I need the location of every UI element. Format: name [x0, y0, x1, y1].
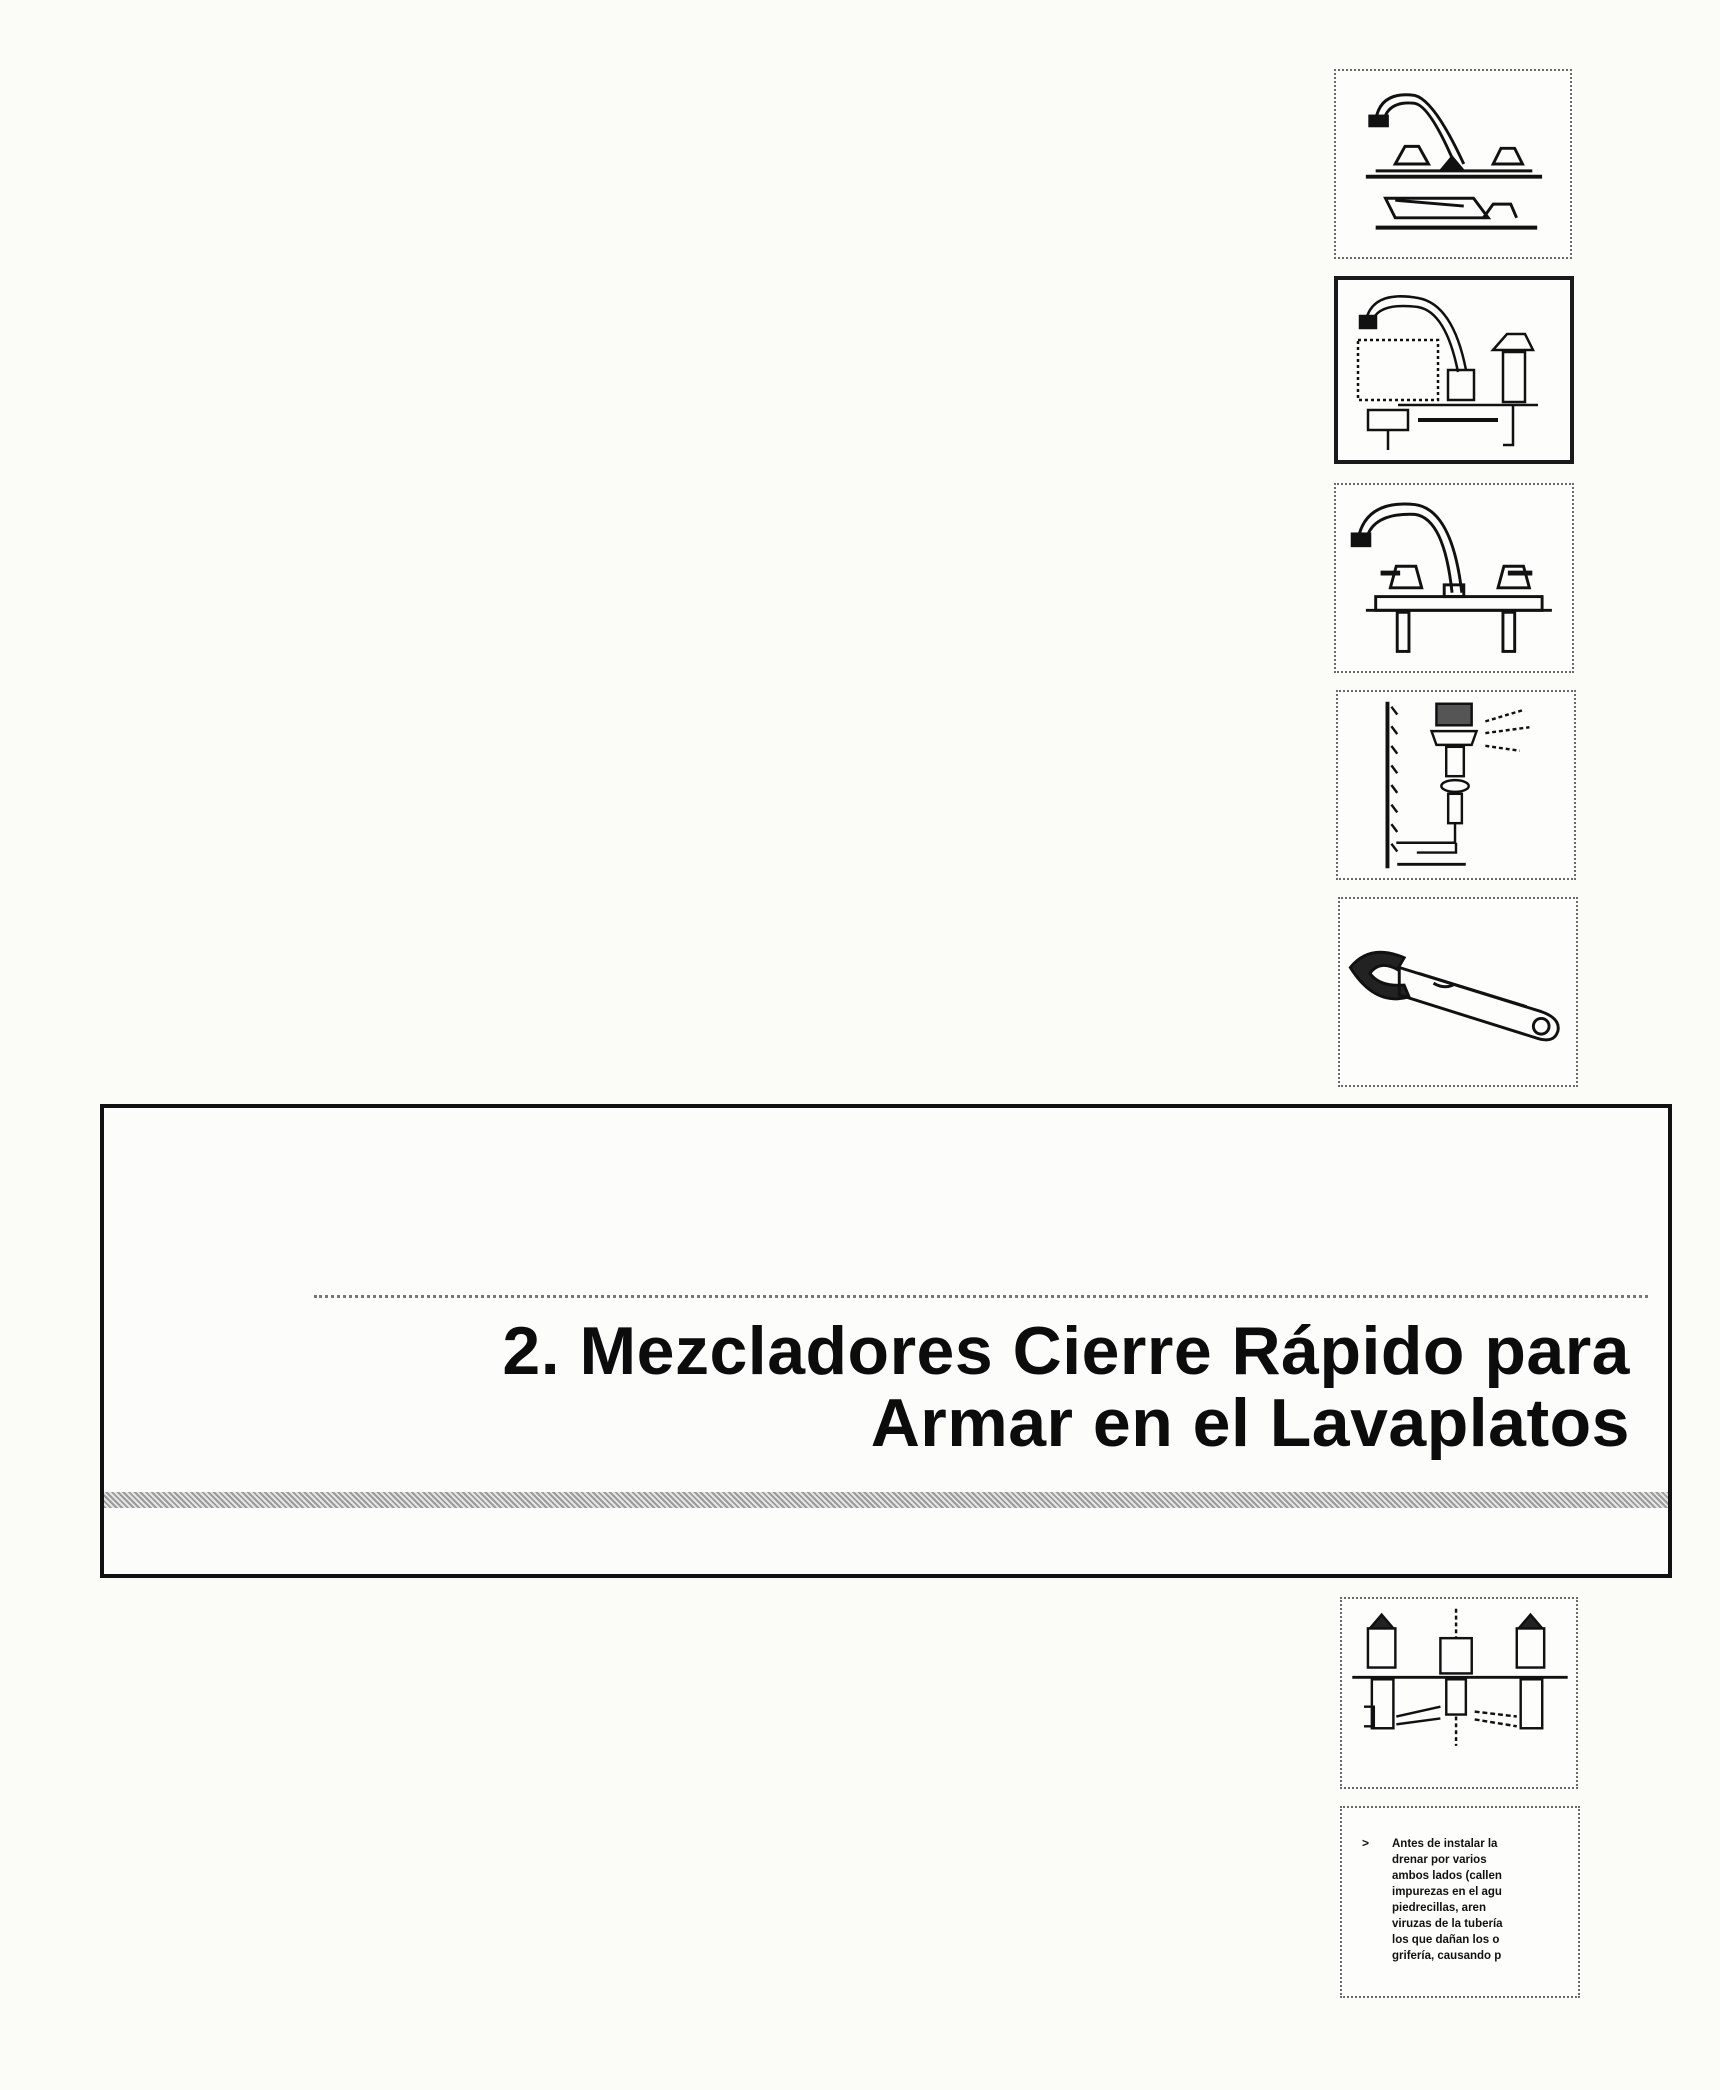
chapter-title-line-2: Armar en el Lavaplatos: [870, 1385, 1630, 1461]
thumbnail-kitchen-faucet: [1334, 483, 1574, 673]
kitchen-faucet-deck-icon: [1336, 485, 1572, 671]
thumbnail-valve-connection: [1336, 690, 1576, 880]
chapter-title-line-1: 2. Mezcladores Cierre Rápido para: [502, 1313, 1630, 1389]
dotted-divider: [314, 1295, 1648, 1298]
note-card: [1340, 1806, 1580, 1998]
faucet-installation-diagram-icon: [1338, 280, 1570, 460]
chapter-title-box: [100, 1104, 1672, 1578]
note-text: Antes de instalar la drenar por varios ambos lados (callen impurezas en el agu piedrecillas, aren viruzas de la tubería los que dañan los o grifería, causando p: [1392, 1838, 1503, 1962]
note-bullet: >: [1362, 1836, 1370, 1850]
thumbnail-installation: [1334, 276, 1574, 464]
faucet-assembly-exploded-icon: [1342, 1599, 1576, 1787]
chapter-title: [330, 1315, 1630, 1459]
adjustable-wrench-icon: [1340, 899, 1576, 1085]
hatched-band: [104, 1492, 1668, 1508]
valve-connection-diagram-icon: [1338, 692, 1574, 878]
thumbnail-wrench: [1338, 897, 1578, 1087]
thumbnail-faucet-spout: [1334, 69, 1572, 259]
thumbnail-faucet-assembly: [1340, 1597, 1578, 1789]
faucet-two-handle-with-spout-icon: [1336, 71, 1570, 257]
